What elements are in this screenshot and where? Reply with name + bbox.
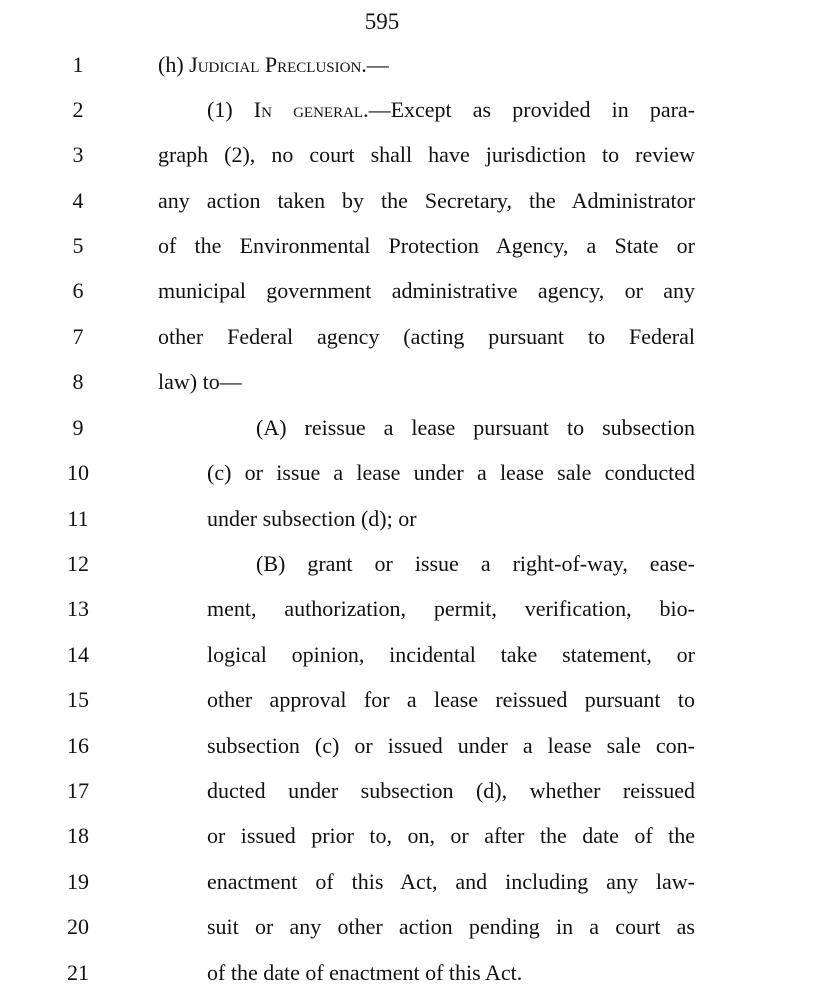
line-text: logical opinion, incidental take statement, or	[207, 642, 695, 667]
document-line	[0, 859, 820, 904]
line-text: graph (2), no court shall have jurisdiction to review	[158, 142, 695, 167]
paragraph-text: .—Except as provided in para-	[363, 97, 696, 122]
line-number: 18	[67, 823, 89, 848]
subsection-heading	[158, 42, 695, 87]
line-text: or issued prior to, on, or after the date of the	[207, 823, 695, 848]
line-number: 14	[67, 642, 89, 667]
line-number: 19	[67, 869, 89, 894]
document-line	[0, 268, 820, 313]
line-number: 4	[72, 188, 84, 213]
line-text: ducted under subsection (d), whether reissued	[207, 778, 695, 803]
heading-designator: (h)	[158, 52, 190, 77]
document-line	[0, 632, 820, 677]
document-line	[0, 496, 820, 541]
paragraph-designator: (1)	[207, 97, 254, 122]
document-line	[0, 132, 820, 177]
line-text: other Federal agency (acting pursuant to Federal	[158, 324, 695, 349]
line-text: under subsection (d); or	[207, 506, 417, 531]
line-number: 7	[72, 324, 84, 349]
line-number: 13	[67, 596, 89, 621]
line-text: enactment of this Act, and including any law-	[207, 869, 695, 894]
line-number: 3	[72, 142, 84, 167]
line-text: (c) or issue a lease under a lease sale conducted	[207, 460, 695, 485]
paragraph-title: In general	[253, 97, 364, 122]
document-line	[0, 450, 820, 495]
line-number: 8	[72, 369, 84, 394]
document-line	[0, 677, 820, 722]
line-text: ment, authorization, permit, verification, bio-	[207, 596, 695, 621]
heading-dash: .—	[361, 52, 389, 77]
document-line	[0, 813, 820, 858]
line-number: 5	[72, 233, 84, 258]
line-number: 2	[72, 97, 84, 122]
document-line	[0, 723, 820, 768]
document-line	[0, 904, 820, 949]
document-line	[0, 87, 820, 132]
document-line	[0, 178, 820, 223]
line-number: 1	[72, 52, 84, 77]
line-text: of the date of enactment of this Act.	[207, 960, 523, 985]
line-text: (B) grant or issue a right-of-way, ease-	[256, 551, 695, 576]
document-line	[0, 42, 820, 87]
line-number: 12	[67, 551, 89, 576]
document-line	[0, 405, 820, 450]
heading-title: Judicial Preclusion	[189, 52, 362, 77]
line-number: 20	[67, 914, 89, 939]
line-number: 11	[67, 506, 89, 531]
line-text: other approval for a lease reissued pursuant to	[207, 687, 695, 712]
document-line	[0, 768, 820, 813]
line-number: 16	[67, 733, 89, 758]
page-number: 595	[364, 9, 400, 34]
line-text: subsection (c) or issued under a lease sale con-	[207, 733, 695, 758]
paragraph-heading	[207, 87, 695, 132]
document-line	[0, 223, 820, 268]
line-text: suit or any other action pending in a court as	[207, 914, 695, 939]
line-text: of the Environmental Protection Agency, a State or	[158, 233, 695, 258]
line-text: municipal government administrative agency, or any	[158, 278, 695, 303]
document-line	[0, 314, 820, 359]
line-number: 9	[72, 415, 84, 440]
document-line	[0, 586, 820, 631]
line-text: law) to—	[158, 369, 242, 394]
line-number: 10	[67, 460, 89, 485]
line-number: 15	[67, 687, 89, 712]
line-number: 17	[67, 778, 89, 803]
line-text: (A) reissue a lease pursuant to subsection	[256, 415, 695, 440]
document-line	[0, 359, 820, 404]
line-number: 6	[72, 278, 84, 303]
document-line	[0, 541, 820, 586]
line-text: any action taken by the Secretary, the Administrator	[158, 188, 695, 213]
line-number: 21	[67, 960, 89, 985]
document-line	[0, 950, 820, 995]
